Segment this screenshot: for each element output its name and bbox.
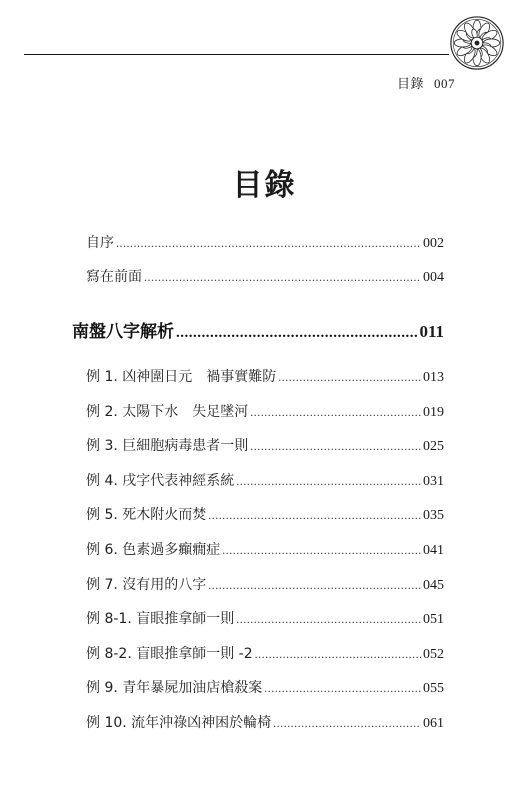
- toc-entry-label: 例 2. 太陽下水 失足墜河: [86, 403, 249, 420]
- toc-entry-page: 002: [423, 236, 444, 251]
- toc-entry-label: 例 5. 死木附火而焚: [86, 507, 207, 524]
- toc-entry-example-1[interactable]: [86, 366, 444, 401]
- toc-entry-page: 051: [423, 612, 444, 628]
- dot-leader: [176, 305, 417, 361]
- dot-leader: [208, 574, 421, 596]
- toc-entry-page: 025: [423, 439, 444, 455]
- toc-entry-page: 061: [423, 715, 444, 731]
- dot-leader: [236, 608, 421, 630]
- section-label: 南盤八字解析: [72, 322, 174, 342]
- toc-entry-page: 019: [423, 404, 444, 420]
- lotus-mandala-icon: [448, 14, 506, 72]
- dot-leader: [278, 366, 421, 388]
- toc-entry-example-6[interactable]: [86, 539, 444, 574]
- dot-leader: [208, 504, 421, 526]
- dot-leader: [255, 643, 421, 665]
- dot-leader: [144, 266, 421, 288]
- dot-leader: [264, 677, 421, 699]
- toc-entry-label: 例 3. 巨細胞病毒患者一則: [86, 438, 249, 455]
- toc-entry-label: 例 10. 流年沖祿凶神困於輪椅: [86, 714, 272, 731]
- section-page: 011: [419, 322, 444, 341]
- toc-entry-example-8-2[interactable]: [86, 643, 444, 678]
- dot-leader: [250, 435, 421, 457]
- toc-entry-example-10[interactable]: [86, 712, 444, 747]
- toc-entry-example-3[interactable]: [86, 435, 444, 470]
- toc-entry-example-7[interactable]: [86, 574, 444, 609]
- toc-entry-label: 例 6. 色素過多癲癇症: [86, 541, 221, 558]
- toc-entry-label: 例 1. 凶神圍日元 禍事實難防: [86, 369, 277, 385]
- header-rule: [24, 54, 449, 55]
- page-title: 目錄: [232, 168, 297, 203]
- toc-entry-label: 寫在前面: [86, 269, 142, 285]
- toc-entry-label: 例 8-2. 盲眼推拿師一則 -2: [86, 645, 253, 662]
- toc-entry-example-4[interactable]: [86, 470, 444, 505]
- toc-entry-example-9[interactable]: [86, 677, 444, 712]
- toc-entry-example-5[interactable]: [86, 504, 444, 539]
- toc-entry-page: 013: [423, 370, 444, 385]
- toc-entry-preface[interactable]: [86, 232, 444, 266]
- dot-leader: [116, 232, 421, 254]
- toc-entry-page: 004: [423, 270, 444, 285]
- running-page-number: 007: [434, 76, 455, 91]
- toc-entry-page: 041: [423, 542, 444, 558]
- running-title: 目錄: [396, 77, 424, 92]
- toc-entry-page: 045: [423, 577, 444, 593]
- toc-entry-page: 031: [423, 473, 444, 489]
- toc-entry-page: 035: [423, 508, 444, 524]
- toc-entry-label: 例 4. 戌字代表神經系統: [86, 472, 235, 489]
- toc-entry-label: 自序: [86, 235, 114, 251]
- toc-entry-label: 例 7. 沒有用的八字: [86, 576, 207, 593]
- dot-leader: [222, 539, 421, 561]
- table-of-contents: [72, 232, 444, 747]
- dot-leader: [250, 401, 421, 423]
- toc-entry-foreword[interactable]: [86, 266, 444, 300]
- toc-entry-example-2[interactable]: [86, 401, 444, 436]
- toc-entry-example-8-1[interactable]: [86, 608, 444, 643]
- toc-entry-label: 例 9. 青年暴屍加油店槍殺案: [86, 680, 263, 697]
- toc-entry-page: 052: [423, 646, 444, 662]
- dot-leader: [273, 712, 421, 734]
- toc-entry-page: 055: [423, 681, 444, 697]
- running-head: [397, 73, 455, 92]
- toc-entry-label: 例 8-1. 盲眼推拿師一則: [86, 611, 235, 628]
- dot-leader: [236, 470, 421, 492]
- toc-section-heading[interactable]: [72, 304, 444, 360]
